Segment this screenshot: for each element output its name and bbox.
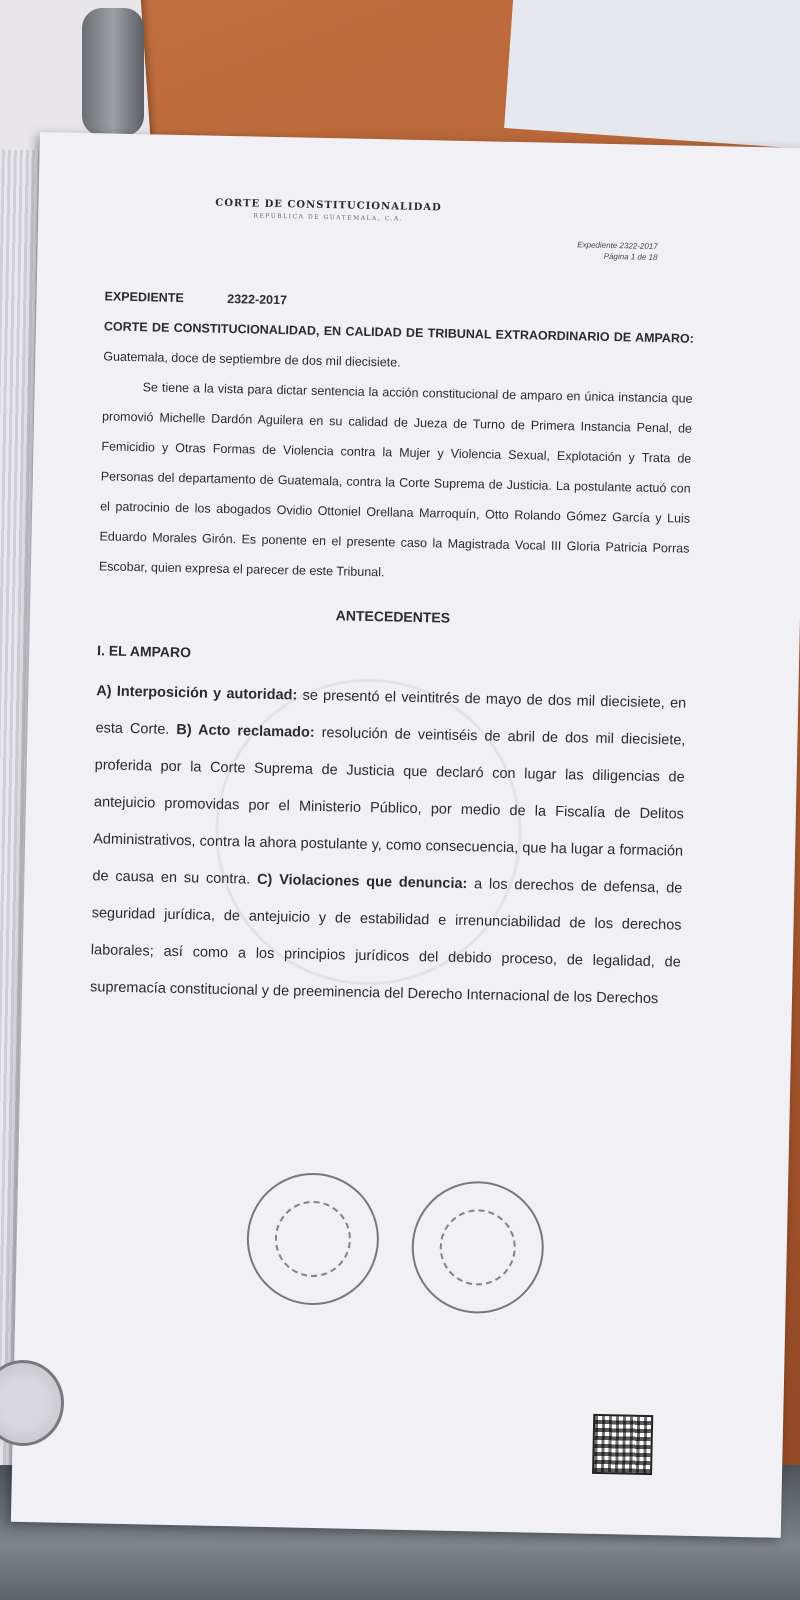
file-number: 2322-2017 xyxy=(227,291,288,308)
background-paper-top-right xyxy=(504,0,800,152)
amparo-paragraph xyxy=(90,673,687,1018)
section-title: ANTECEDENTES xyxy=(335,607,451,626)
violations-label: C) Violaciones que denuncia: xyxy=(256,871,468,893)
binder-clip xyxy=(82,8,144,136)
stamp-emblem-icon xyxy=(439,1209,517,1287)
opening-bold: CORTE DE CONSTITUCIONALIDAD, EN CALIDAD DE TRIBUNAL EXTRAORDINARIO DE AMPARO: xyxy=(103,319,694,346)
subsection-title: I. EL AMPARO xyxy=(96,642,192,661)
court-header: CORTE DE CONSTITUCIONALIDAD xyxy=(215,197,442,214)
page-reference xyxy=(507,238,657,263)
violations-text: a los derechos de defensa, de seguridad jurídica, de antejuicio y de estabilidad e irrenunciabilidad de los derechos laborales; así como a los principios jurídicos del debido proceso, de legalidad, de supremacía constitucional y de preeminencia del Derecho Internacional de los Derechos xyxy=(89,876,683,1008)
document-body xyxy=(90,281,695,1018)
interposition-text: se presentó el veintitrés de mayo de dos mil diecisiete, en esta Corte. xyxy=(95,687,687,738)
opening-rest: Guatemala, doce de septiembre de dos mil diecisiete. xyxy=(103,349,401,370)
paragraph-1: Se tiene a la vista para dictar sentencia la acción constitucional de amparo en única instancia que promovió Michelle Dardón Aguilera en su calidad de Jueza de Turno de Primera Instancia Penal, de Femicidio y Otras Formas de Violencia contra la Mujer y Violencia Sexual, Explotación y Trata de Personas del departamento de Guatemala, contra la Corte Suprema de Justicia. La postulante actuó con el patrocinio de los abogados Ovidio Ottoniel Orellana Marroquín, Otto Rolando Gómez García y Luis Eduardo Morales Girón. Es ponente en el presente caso la Magistrada Vocal III Gloria Patricia Porras Escobar, quien expresa el parecer de este Tribunal. xyxy=(98,380,693,580)
page-number: Página 1 de 18 xyxy=(603,251,658,262)
court-stamp-icon xyxy=(246,1172,381,1307)
court-stamp-icon xyxy=(410,1180,545,1315)
document-page xyxy=(11,132,800,1538)
file-reference: Expediente 2322-2017 xyxy=(577,240,658,251)
act-text: resolución de veintiséis de abril de dos mil diecisiete, proferida por la Corte Suprema de Justicia que declaró con lugar las diligencias de antejuicio promovidas por el Ministerio Público, por medio de la Fiscalía de Delitos Administrativos, contra la ahora postulante y, como consecuencia, que ha lugar a formación de causa en su contra. xyxy=(92,724,686,888)
country-subheader: REPÚBLICA DE GUATEMALA, C.A. xyxy=(253,212,404,223)
file-label: EXPEDIENTE xyxy=(104,289,184,306)
stamp-emblem-icon xyxy=(274,1200,352,1278)
qr-code-icon xyxy=(592,1414,653,1475)
act-label: B) Acto reclamado: xyxy=(176,721,315,741)
interposition-label: A) Interposición y autoridad: xyxy=(96,683,298,704)
